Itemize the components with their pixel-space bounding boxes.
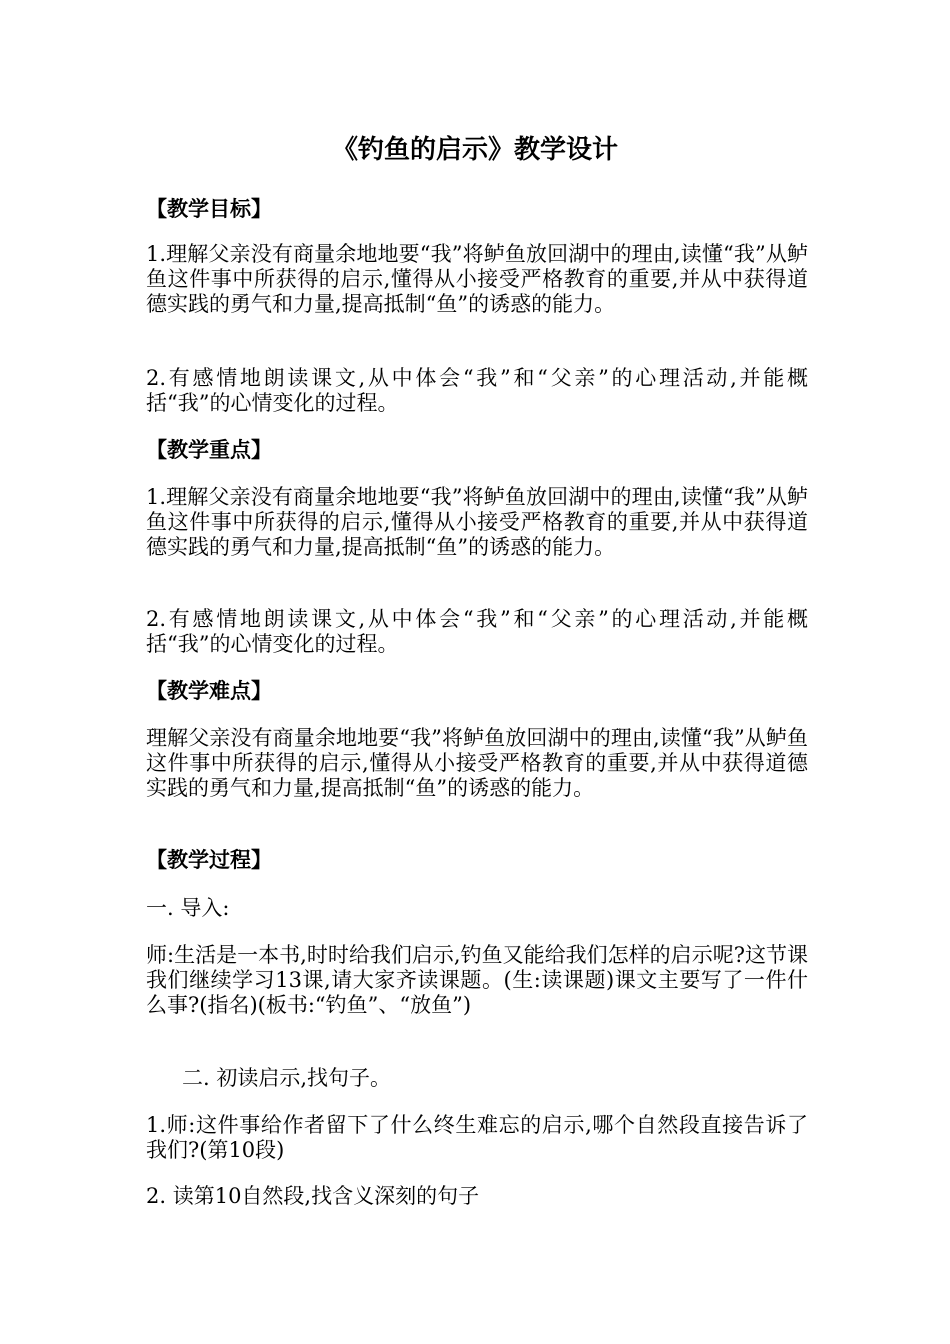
process-step-1: 一. 导入: [146, 896, 230, 920]
process-step-2: 二. 初读启示,找句子。 [182, 1066, 392, 1090]
difficulties-item-1: 理解父亲没有商量余地地要“我”将鲈鱼放回湖中的理由,读懂“我”从鲈鱼这件事中所获得的启示,懂得从小接受严格教育的重要,并从中获得道德实践的勇气和力量,提高抵制“鱼”的诱惑的能力。 [146, 726, 808, 800]
goals-item-1: 1.理解父亲没有商量余地地要“我”将鲈鱼放回湖中的理由,读懂“我”从鲈鱼这件事中所获得的启示,懂得从小接受严格教育的重要,并从中获得道德实践的勇气和力量,提高抵制“鱼”的诱惑的能力。 [146, 242, 808, 316]
process-step-1-text: 师:生活是一本书,时时给我们启示,钓鱼又能给我们怎样的启示呢?这节课我们继续学习13课,请大家齐读课题。(生:读课题)课文主要写了一件什么事?(指名)(板书:“钓鱼”、“放鱼”) [146, 943, 808, 1017]
key-points-item-2: 2.有感情地朗读课文,从中体会“我”和“父亲”的心理活动,并能概括“我”的心情变化的过程。 [146, 607, 808, 656]
heading-teaching-difficulties: 【教学难点】 [146, 678, 272, 703]
process-step-2-item-1: 1.师:这件事给作者留下了什么终生难忘的启示,哪个自然段直接告诉了我们?(第10段) [146, 1113, 808, 1162]
key-points-item-1: 1.理解父亲没有商量余地地要“我”将鲈鱼放回湖中的理由,读懂“我”从鲈鱼这件事中所获得的启示,懂得从小接受严格教育的重要,并从中获得道德实践的勇气和力量,提高抵制“鱼”的诱惑的能力。 [146, 485, 808, 559]
heading-teaching-goals: 【教学目标】 [146, 196, 272, 221]
goals-item-2: 2.有感情地朗读课文,从中体会“我”和“父亲”的心理活动,并能概括“我”的心情变化的过程。 [146, 366, 808, 415]
document-title: 《钓鱼的启示》教学设计 [331, 135, 618, 165]
heading-teaching-process: 【教学过程】 [146, 847, 272, 872]
process-step-2-item-2: 2. 读第10自然段,找含义深刻的句子 [146, 1184, 480, 1208]
heading-teaching-key-points: 【教学重点】 [146, 437, 272, 462]
